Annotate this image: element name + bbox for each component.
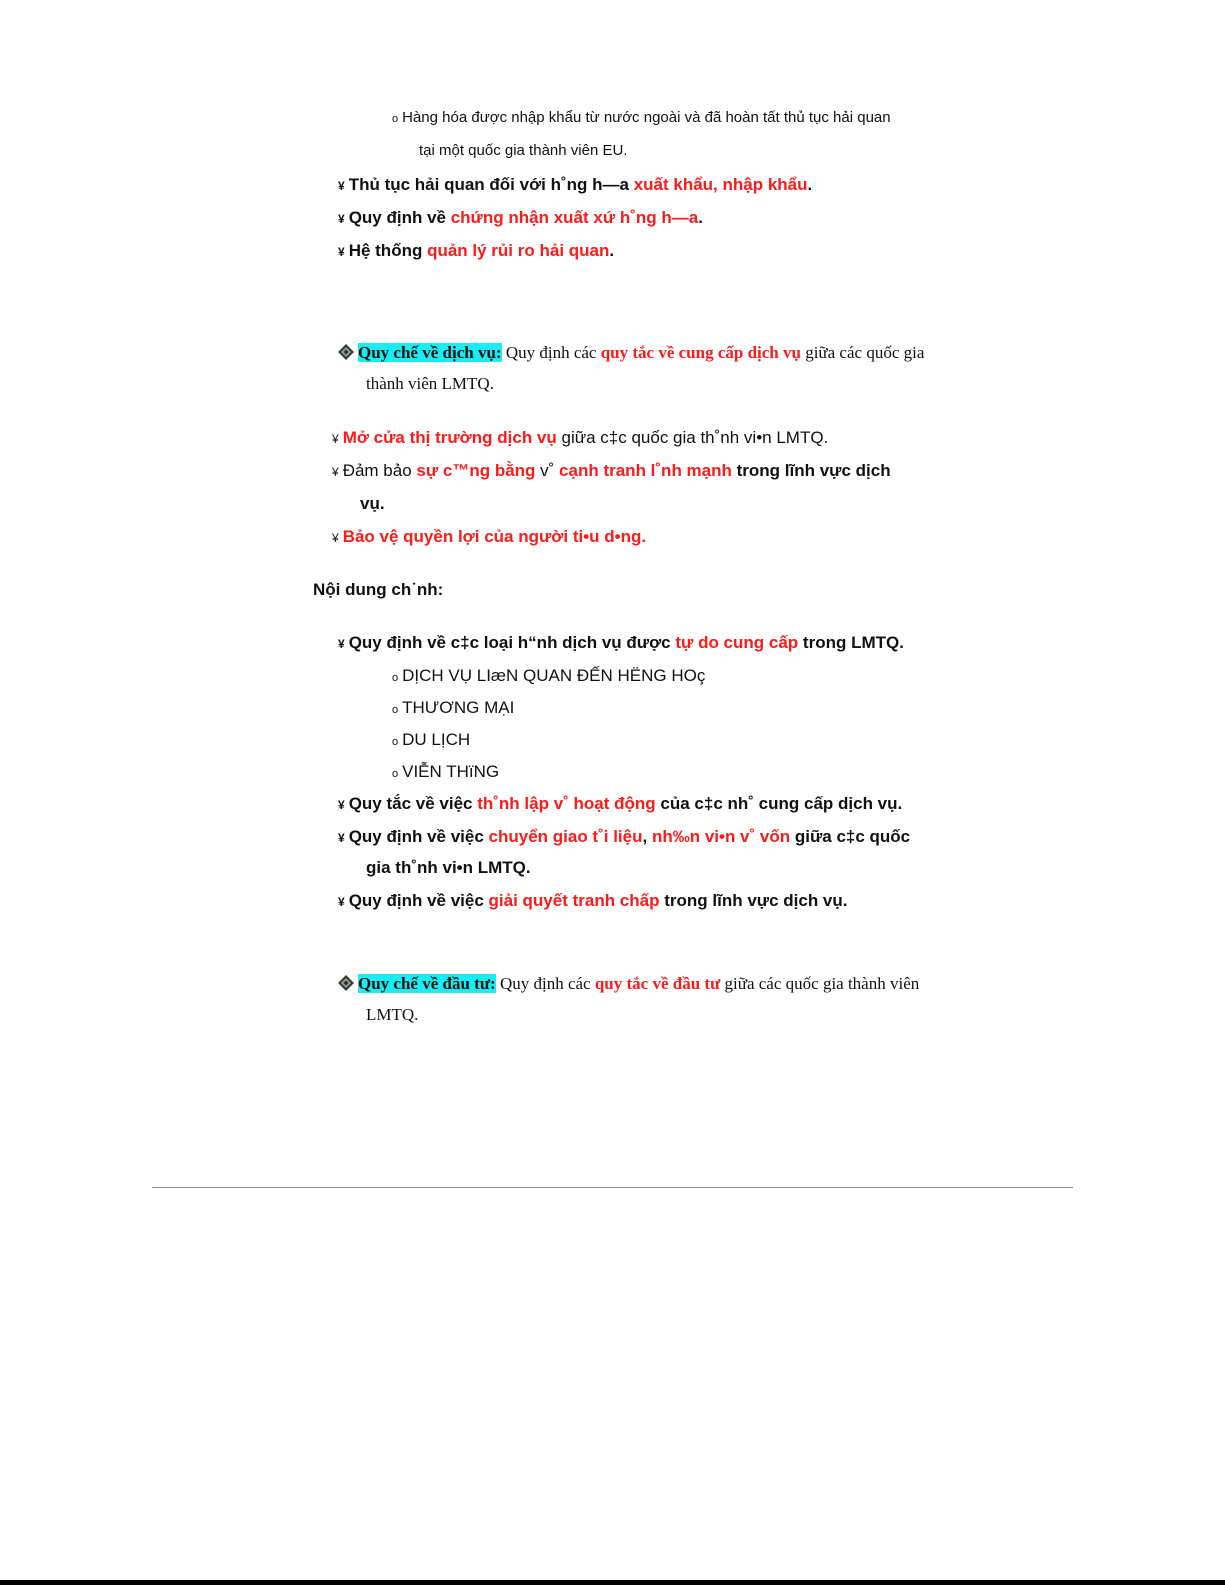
objective-text: Đảm bảo: [342, 461, 417, 480]
services-regulation-paragraph: [338, 343, 924, 363]
objective-bold-text: trong lĩnh vực dịch: [731, 461, 891, 480]
sub-item-text: Hàng hóa được nhập khẩu từ nước ngoài và đã hoàn tất thủ tục hải quan: [402, 109, 891, 126]
content-red-text: giải quyết tranh chấp: [488, 891, 660, 910]
sub-item-continuation: tại một quốc gia thành viên EU.: [419, 142, 628, 159]
bullet-icon: ¥: [338, 179, 345, 193]
content-text: giữa c‡c quốc: [790, 827, 911, 846]
bullet-icon: ¥: [332, 531, 339, 545]
sub-item-text: THƯƠNG MẠI: [402, 698, 515, 717]
paragraph-red-text: quy tắc về đầu tư: [594, 974, 721, 993]
sub-item-goods-services: [392, 666, 705, 686]
content-text: Quy định về việc: [348, 891, 489, 910]
bullet-text: Hệ thống: [348, 241, 428, 260]
objective-text: giữa c‡c quốc gia th˚nh vi•n LMTQ.: [556, 428, 829, 447]
content-heading: Nội dung ch˙nh:: [313, 580, 444, 599]
bullet-icon: ¥: [332, 432, 339, 446]
sub-item-text: VIỄN THïNG: [402, 762, 500, 781]
diamond-bullet-icon: [338, 975, 354, 991]
objective-text: v˚: [535, 461, 560, 480]
content-provider-rules: [338, 794, 902, 814]
content-red-text: nh‰n vi•n v˚ vốn: [651, 827, 791, 846]
paragraph-text: Quy định các: [501, 343, 601, 362]
diamond-bullet-icon: [338, 344, 354, 360]
content-service-types: [338, 633, 904, 653]
investment-regulation-paragraph: [338, 974, 919, 994]
sub-item-commerce: [392, 698, 514, 718]
content-text: của c‡c nh˚ cung cấp dịch vụ.: [655, 794, 903, 813]
objective-red-text: cạnh tranh l˚nh mạnh: [559, 461, 732, 480]
investment-heading: Quy chế về đầu tư:: [358, 974, 496, 993]
bullet-icon: ¥: [338, 637, 345, 651]
bullet-red-text: xuất khẩu, nhập khẩu: [633, 175, 808, 194]
bullet-end: .: [698, 208, 703, 227]
paragraph-text: Quy định các: [495, 974, 595, 993]
paragraph-text: giữa các quốc gia: [800, 343, 925, 362]
circle-bullet-icon: o: [392, 704, 399, 716]
bullet-end: .: [609, 241, 615, 260]
content-red-text: chuyển giao t˚i liệu: [488, 827, 643, 846]
content-red-text: tự do cung cấp: [675, 633, 799, 652]
content-transfer-continuation: gia th˚nh vi•n LMTQ.: [366, 858, 531, 877]
bullet-risk-management: [338, 241, 614, 261]
sub-item-text: DỊCH VỤ LIæN QUAN ĐẾN HËNG HOç: [402, 666, 706, 685]
objective-continuation: vụ.: [360, 494, 385, 513]
paragraph-red-text: quy tắc về cung cấp dịch vụ: [600, 343, 801, 362]
bullet-text: Thủ tục hải quan đối với h˚ng h—a: [348, 175, 634, 194]
objective-red-text: Mở cửa thị trường dịch vụ: [342, 428, 557, 447]
services-heading: Quy chế về dịch vụ:: [358, 343, 502, 362]
bullet-icon: ¥: [338, 895, 345, 909]
sub-item-imported-goods: [392, 109, 891, 126]
content-text: trong lĩnh vực dịch vụ.: [659, 891, 848, 910]
bullet-certificate-of-origin: [338, 208, 703, 228]
investment-paragraph-continuation: LMTQ.: [366, 1005, 419, 1024]
bullet-icon: ¥: [332, 465, 339, 479]
content-text: Quy định về việc: [348, 827, 489, 846]
sub-item-telecom: [392, 762, 499, 782]
bullet-end: .: [807, 175, 813, 194]
objective-red-text: sự c™ng bằng: [416, 461, 536, 480]
objective-consumer-protection: [332, 527, 646, 547]
circle-bullet-icon: o: [392, 672, 399, 684]
sub-item-text: DU LỊCH: [402, 730, 471, 749]
objective-red-text: Bảo vệ quyền lợi của người ti•u d•ng.: [342, 527, 647, 546]
bullet-icon: ¥: [338, 212, 345, 226]
services-paragraph-continuation: thành viên LMTQ.: [366, 374, 494, 393]
objective-fair-competition: [332, 461, 891, 481]
bullet-text: Quy định về: [348, 208, 451, 227]
bullet-customs-procedure: [338, 175, 812, 195]
circle-bullet-icon: o: [392, 113, 399, 125]
sub-item-tourism: [392, 730, 470, 750]
bullet-icon: ¥: [338, 798, 345, 812]
circle-bullet-icon: o: [392, 768, 399, 780]
bottom-edge-bar: [0, 1580, 1225, 1585]
objective-market-opening: [332, 428, 828, 448]
content-text: ,: [642, 827, 652, 846]
bullet-icon: ¥: [338, 831, 345, 845]
bullet-red-text: chứng nhận xuất xứ h˚ng h—a: [450, 208, 699, 227]
paragraph-text: giữa các quốc gia thành viên: [720, 974, 920, 993]
circle-bullet-icon: o: [392, 736, 399, 748]
bullet-icon: ¥: [338, 245, 345, 259]
content-text: Quy tắc về việc: [348, 794, 478, 813]
content-dispute-rules: [338, 891, 848, 911]
content-transfer-rules: [338, 827, 910, 847]
content-text: trong LMTQ.: [798, 633, 904, 652]
content-red-text: th˚nh lập v˚ hoạt động: [477, 794, 656, 813]
bullet-red-text: quản lý rủi ro hải quan: [427, 241, 610, 260]
page-divider: [152, 1187, 1073, 1188]
content-text: Quy định về c‡c loại h“nh dịch vụ được: [348, 633, 676, 652]
